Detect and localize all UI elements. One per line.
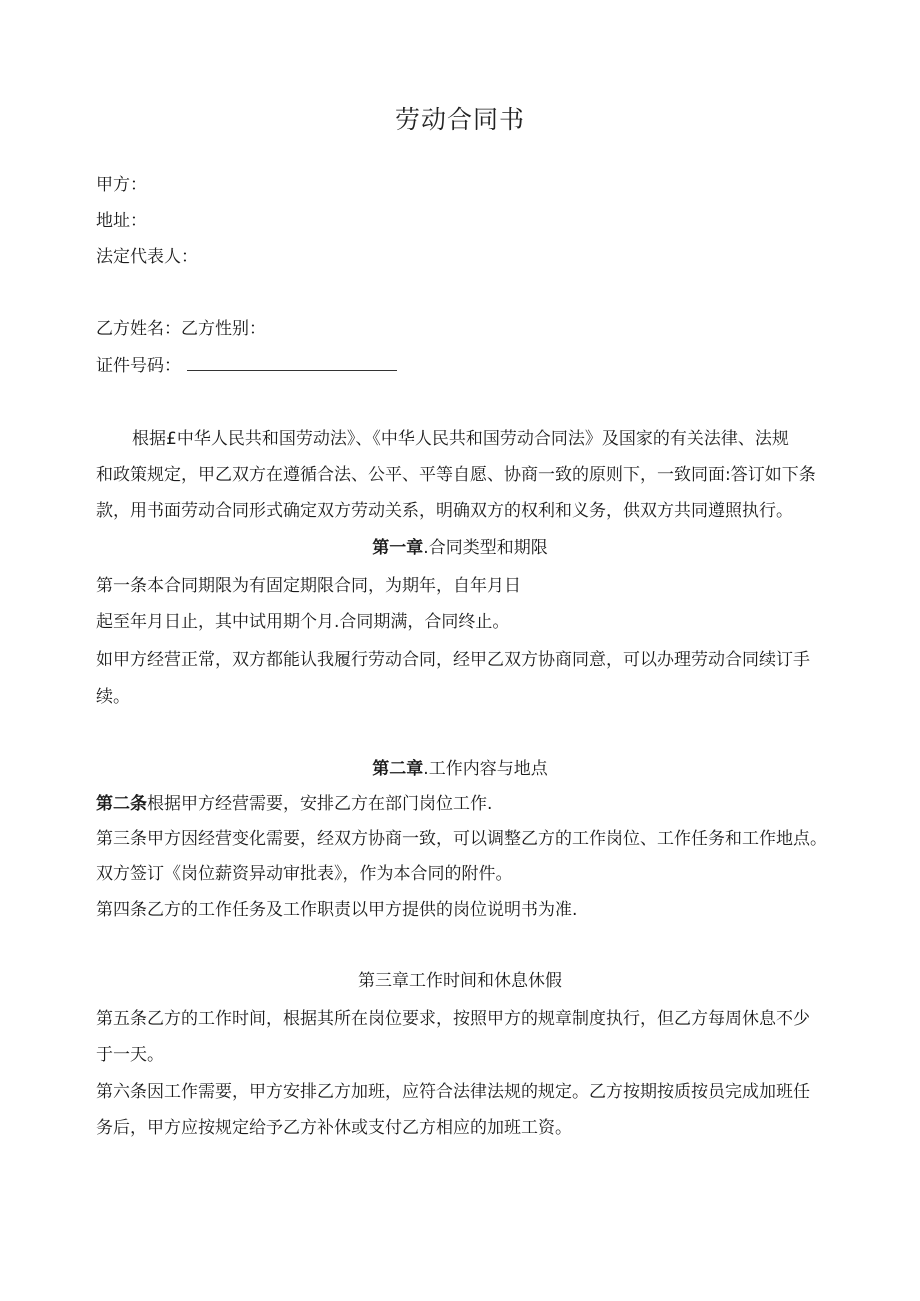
article-2-number: 第二条 <box>96 794 147 814</box>
preamble-line-1: 根据£中华人民共和国劳动法》、《中华人民共和国劳动合同法》及国家的有关法律、法规 <box>132 429 789 449</box>
chapter-3-line-3: 第六条因工作需要，甲方安排乙方加班，应符合法律法规的规定。乙方按期按质按员完成加班任 <box>96 1082 810 1102</box>
chapter-2-number: 第二章 <box>372 759 424 779</box>
chapter-3-line-2: 于一天。 <box>96 1045 164 1065</box>
id-number-blank <box>187 354 397 371</box>
document-title: 劳动合同书 <box>394 105 525 134</box>
chapter-3-heading: 第三章工作时间和休息休假 <box>358 971 562 991</box>
chapter-2-title: .工作内容与地点 <box>423 759 548 779</box>
party-b-id-row <box>96 354 397 378</box>
article-2 <box>96 792 492 816</box>
chapter-2-line-2: 双方签订《岗位薪资异动审批表》，作为本合同的附件。 <box>96 864 513 884</box>
party-a-address-label: 地址： <box>96 211 147 231</box>
chapter-2-heading <box>0 757 920 781</box>
chapter-1-line-3: 如甲方经营正常，双方都能认我履行劳动合同，经甲乙双方协商同意，可以办理劳动合同续订手 <box>96 650 810 670</box>
preamble-line-3: 款，用书面劳动合同形式确定双方劳动关系，明确双方的权利和义务，供双方共同遵照执行。 <box>96 501 793 521</box>
party-a-name-label: 甲方： <box>96 175 147 195</box>
chapter-3-line-1: 第五条乙方的工作时间，根据其所在岗位要求，按照甲方的规章制度执行，但乙方每周休息不少 <box>96 1009 810 1029</box>
chapter-2-line-1: 第三条甲方因经营变化需要，经双方协商一致，可以调整乙方的工作岗位、工作任务和工作地点。 <box>96 829 827 849</box>
chapter-3-line-4: 务后，甲方应按规定给予乙方补休或支付乙方相应的加班工资。 <box>96 1118 572 1138</box>
party-a-rep-label: 法定代表人： <box>96 247 198 267</box>
chapter-1-title: .合同类型和期限 <box>423 538 548 558</box>
preamble-line-2: 和政策规定，甲乙双方在遵循合法、公平、平等自愿、协商一致的原则下，一致同面:答订如下条 <box>96 465 816 485</box>
party-b-id-label: 证件号码： <box>96 356 181 376</box>
chapter-2-line-3: 第四条乙方的工作任务及工作职责以甲方提供的岗位说明书为准. <box>96 900 578 920</box>
party-b-name-gender-label: 乙方姓名：乙方性别： <box>96 319 266 339</box>
chapter-1-number: 第一章 <box>372 538 424 558</box>
chapter-1-line-4: 续。 <box>96 687 130 707</box>
article-2-text: 根据甲方经营需要，安排乙方在部门岗位工作. <box>147 794 493 814</box>
chapter-1-heading <box>0 536 920 560</box>
chapter-1-line-1: 第一条本合同期限为有固定期限合同，为期年，自年月日 <box>96 576 521 596</box>
chapter-1-line-2: 起至年月日止，其中试用期个月.合同期满，合同终止。 <box>96 612 510 632</box>
